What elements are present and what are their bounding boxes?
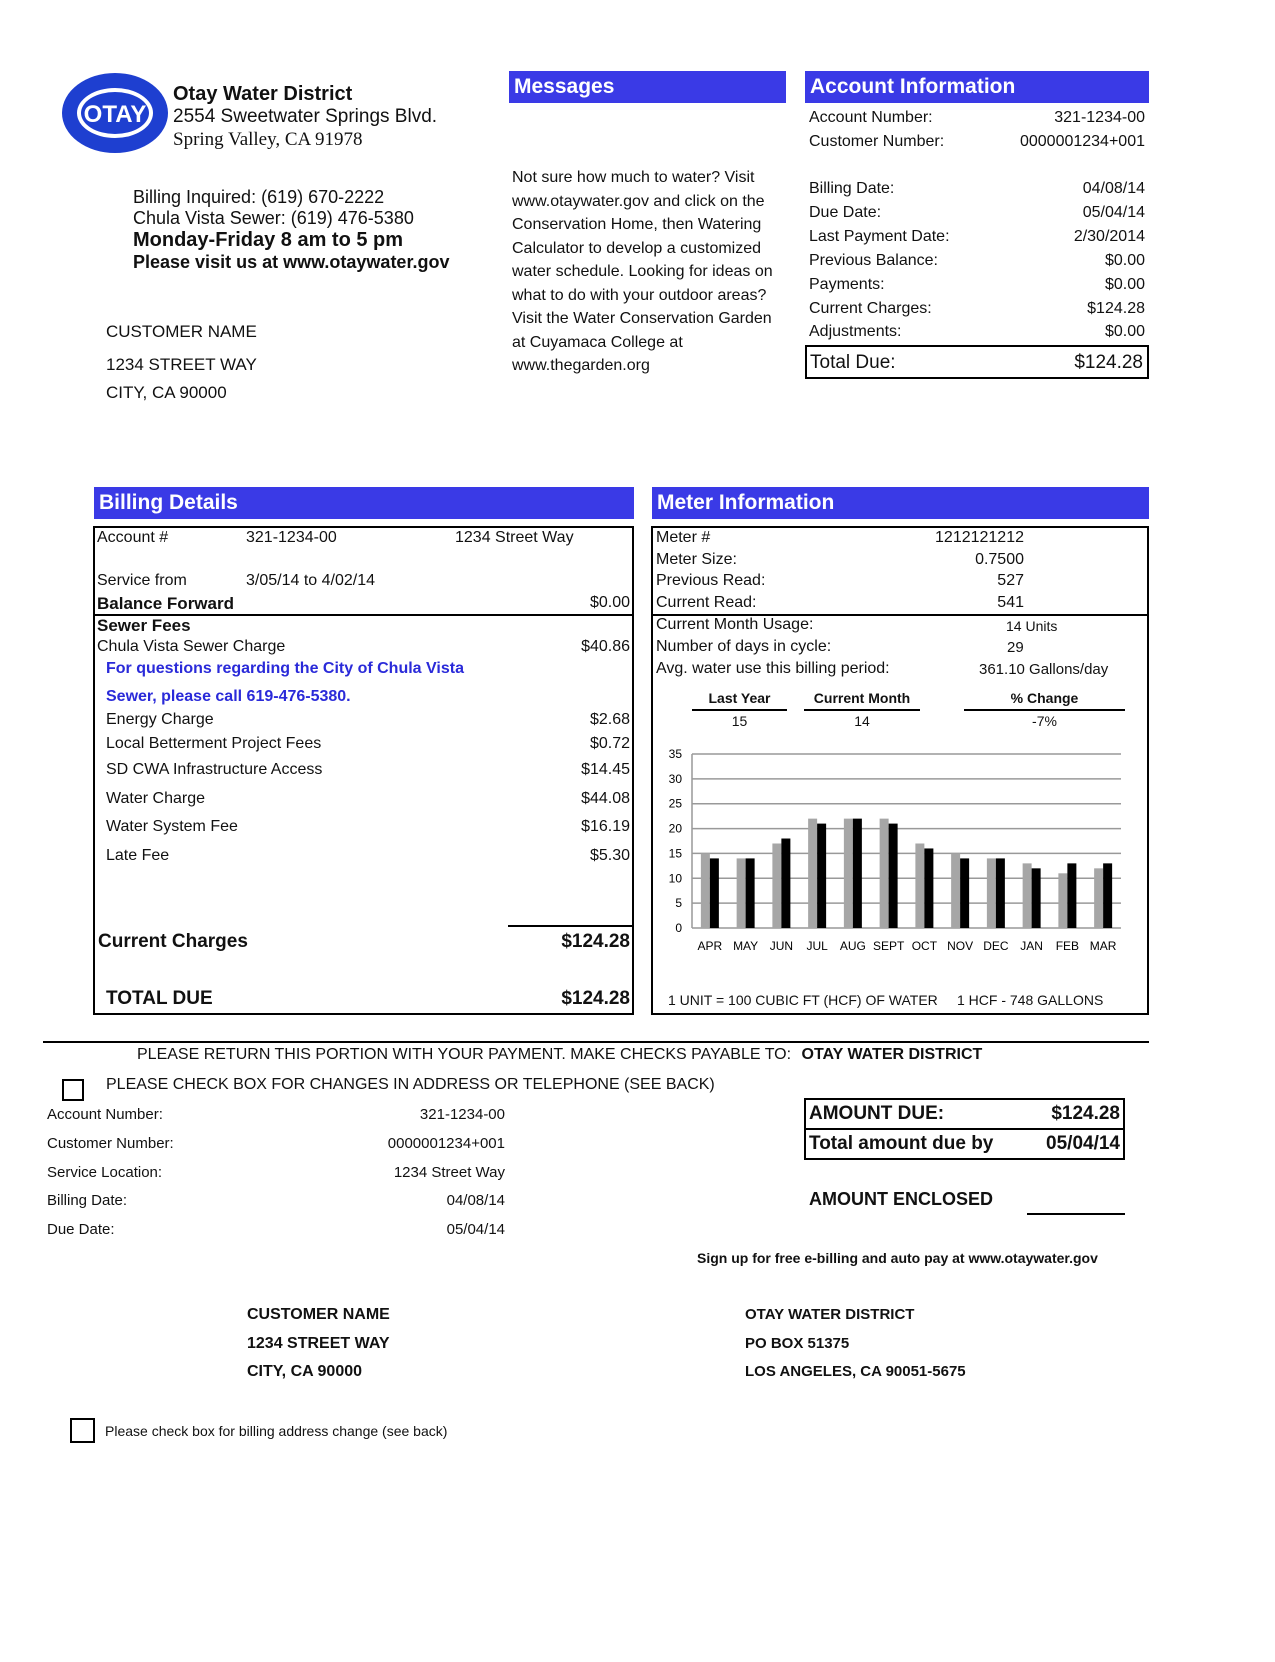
stub-row-label: Customer Number: [47, 1135, 174, 1152]
sewer-note-line1: For questions regarding the City of Chula Vista [106, 660, 464, 677]
bar-s0-jun [772, 843, 781, 928]
x-tick-label: JAN [1020, 939, 1043, 953]
account-info-value: 05/04/14 [1082, 204, 1145, 221]
balance-forward-label: Balance Forward [97, 594, 234, 613]
customer-city: CITY, CA 90000 [106, 383, 227, 402]
meter-row-value: 0.7500 [975, 551, 1024, 568]
amount-due-label: AMOUNT DUE: [809, 1103, 945, 1124]
x-tick-label: MAR [1089, 939, 1117, 953]
payee-name: OTAY WATER DISTRICT [801, 1046, 983, 1063]
stub-row-label: Account Number: [47, 1106, 163, 1123]
x-tick-label: JUL [806, 939, 828, 953]
bar-s1-oct [924, 848, 933, 928]
account-info-label: Payments: [809, 276, 885, 293]
compare-value: 14 [854, 713, 870, 729]
sewer-charge-value: $40.86 [581, 638, 630, 655]
bar-s1-nov [960, 858, 969, 928]
x-tick-label: OCT [911, 939, 938, 953]
customer-name: CUSTOMER NAME [106, 322, 257, 341]
billing-item-label: Water System Fee [106, 818, 238, 835]
account-info-value: $0.00 [1104, 323, 1145, 340]
account-info-header: Account Information [805, 71, 1149, 103]
billing-item-value: $0.72 [589, 735, 630, 752]
stub-customer-name: CUSTOMER NAME [247, 1306, 390, 1323]
total-due-value-billing: $124.28 [561, 988, 630, 1009]
remit-name: OTAY WATER DISTRICT [745, 1306, 915, 1323]
billing-account-value: 321-1234-00 [246, 529, 337, 546]
stub-row-value: 1234 Street Way [393, 1164, 505, 1181]
org-address1: 2554 Sweetwater Springs Blvd. [173, 106, 438, 127]
office-hours: Monday-Friday 8 am to 5 pm [133, 229, 404, 251]
return-text: PLEASE RETURN THIS PORTION WITH YOUR PAYMENT. MAKE CHECKS PAYABLE TO: [137, 1046, 792, 1063]
message-line: at Cuyamaca College at [512, 333, 683, 351]
logo-ring-top: ESTABLISHED 1956 [59, 62, 161, 72]
stub-customer-street: 1234 STREET WAY [247, 1335, 390, 1352]
visit-website: Please visit us at www.otaywater.gov [133, 252, 450, 272]
bar-s1-feb [1067, 863, 1076, 928]
compare-rule [692, 709, 787, 711]
billing-item-label: Late Fee [106, 847, 170, 864]
balance-forward-value: $0.00 [589, 594, 630, 611]
bar-s1-may [746, 858, 755, 928]
org-name: Otay Water District [173, 83, 353, 105]
address-change-text: PLEASE CHECK BOX FOR CHANGES IN ADDRESS OR TELEPHONE (SEE BACK) [106, 1076, 715, 1093]
account-info-label: Due Date: [809, 204, 882, 221]
unit-footnote: 1 UNIT = 100 CUBIC FT (HCF) OF WATER [668, 992, 938, 1008]
account-info-value: $0.00 [1104, 252, 1145, 269]
stub-row-value: 0000001234+001 [387, 1135, 505, 1152]
amount-due-value: $124.28 [1051, 1103, 1120, 1124]
sewer-phone: Chula Vista Sewer: (619) 476-5380 [133, 208, 414, 228]
message-line: what to do with your outdoor areas? [512, 286, 767, 304]
y-tick-label: 10 [668, 871, 682, 886]
bar-s1-sept [889, 824, 898, 928]
total-due-box [805, 345, 1149, 379]
days-value: 29 [1007, 639, 1024, 656]
stub-row-value: 321-1234-00 [419, 1106, 505, 1123]
bar-s1-apr [710, 858, 719, 928]
billing-item-value: $2.68 [589, 711, 630, 728]
compare-rule [804, 709, 920, 711]
stub-customer-city: CITY, CA 90000 [247, 1363, 363, 1380]
account-info-label: Previous Balance: [809, 252, 938, 269]
y-tick-label: 15 [668, 846, 682, 861]
current-charges-rule [508, 925, 632, 927]
message-line: www.otaywater.gov and click on the [512, 192, 765, 210]
stub-separator [43, 1041, 1149, 1043]
remit-box: PO BOX 51375 [745, 1335, 850, 1352]
account-info-label: Customer Number: [809, 133, 945, 150]
compare-label: Current Month [813, 690, 911, 706]
billing-item-label: SD CWA Infrastructure Access [106, 761, 323, 778]
x-tick-label: JUN [769, 939, 794, 953]
due-by-label: Total amount due by [809, 1133, 994, 1154]
compare-rule [964, 709, 1125, 711]
account-info-label: Current Charges: [809, 300, 932, 317]
stub-row-label: Service Location: [47, 1164, 163, 1181]
y-tick-label: 0 [675, 921, 682, 935]
bar-s0-jan [1023, 863, 1032, 928]
meter-info-header: Meter Information [652, 487, 1149, 519]
account-info-value: 04/08/14 [1082, 180, 1145, 197]
x-tick-label: MAY [733, 939, 759, 953]
due-by-value: 05/04/14 [1046, 1133, 1120, 1154]
bar-s0-mar [1094, 868, 1103, 928]
compare-value: -7% [1032, 713, 1057, 729]
x-tick-label: FEB [1055, 939, 1080, 953]
amount-due-divider [806, 1128, 1123, 1130]
current-charges-label: Current Charges [98, 931, 248, 952]
service-from-value: 3/05/14 to 4/02/14 [246, 572, 375, 589]
account-info-value: 2/30/2014 [1073, 228, 1145, 245]
y-tick-label: 25 [668, 796, 682, 811]
message-line: Not sure how much to water? Visit [512, 169, 755, 186]
amount-enclosed-field[interactable] [1027, 1213, 1125, 1215]
bar-s1-jan [1032, 868, 1041, 928]
meter-row-value: 527 [997, 572, 1024, 589]
stub-row-label: Billing Date: [47, 1192, 128, 1209]
billing-item-label: Local Betterment Project Fees [106, 735, 322, 752]
bar-s0-feb [1058, 873, 1067, 928]
total-due-value: $124.28 [1074, 352, 1143, 373]
billing-details-header: Billing Details [94, 487, 634, 519]
meter-row-value: 541 [997, 594, 1024, 611]
compare-label: Last Year [708, 690, 771, 706]
billing-inquired: Billing Inquired: (619) 670-2222 [133, 187, 385, 207]
avg-use-label: Avg. water use this billing period: [656, 660, 890, 677]
usage-label: Current Month Usage: [656, 616, 814, 633]
bar-s1-jun [781, 839, 790, 928]
x-tick-label: APR [697, 939, 723, 953]
message-line: water schedule. Looking for ideas on [512, 263, 773, 280]
total-due-label: Total Due: [810, 352, 896, 373]
logo-text: OTAY [83, 101, 147, 128]
account-info-value: 321-1234-00 [1054, 109, 1145, 126]
address-change-checkbox[interactable] [62, 1079, 84, 1101]
bar-s1-aug [853, 819, 862, 928]
bar-s0-oct [915, 843, 924, 928]
hcf-footnote: 1 HCF - 748 GALLONS [957, 992, 1104, 1008]
messages-header: Messages [509, 71, 786, 103]
sewer-fees-title: Sewer Fees [97, 616, 191, 635]
bar-s0-jul [808, 819, 817, 928]
billing-item-value: $44.08 [581, 790, 630, 807]
meter-row-value: 1212121212 [935, 529, 1024, 546]
billing-item-value: $16.19 [581, 818, 630, 835]
otay-logo [59, 62, 171, 154]
y-tick-label: 30 [668, 771, 682, 786]
compare-value: 15 [731, 713, 748, 729]
org-address2: Spring Valley, CA 91978 [173, 129, 363, 150]
message-line: Conservation Home, then Watering [512, 216, 762, 233]
account-info-label: Billing Date: [809, 180, 895, 197]
billing-item-label: Water Charge [106, 790, 205, 807]
billing-account-address: 1234 Street Way [455, 529, 574, 546]
y-tick-label: 5 [675, 896, 682, 911]
messages-body [512, 166, 773, 378]
x-tick-label: NOV [947, 939, 974, 953]
billing-change-checkbox[interactable] [70, 1418, 95, 1443]
message-line: Calculator to develop a customized [512, 239, 762, 257]
message-line: Visit the Water Conservation Garden [512, 310, 772, 327]
usage-value: 14 Units [1006, 618, 1058, 634]
billing-item-value: $5.30 [589, 847, 630, 864]
bar-s1-dec [996, 858, 1005, 928]
bar-s1-mar [1103, 863, 1112, 928]
bar-s0-sept [880, 819, 889, 928]
account-info-value: $0.00 [1104, 276, 1145, 293]
avg-use-value: 361.10 Gallons/day [979, 661, 1109, 678]
account-info-label: Last Payment Date: [809, 228, 950, 245]
billing-item-value: $14.45 [581, 761, 630, 778]
days-label: Number of days in cycle: [656, 638, 832, 655]
customer-street: 1234 STREET WAY [106, 355, 257, 374]
meter-row-label: Meter Size: [656, 551, 737, 568]
bar-s1-jul [817, 824, 826, 928]
x-tick-label: SEPT [872, 939, 905, 953]
current-charges-value: $124.28 [561, 931, 630, 952]
meter-row-label: Previous Read: [656, 572, 766, 589]
stub-row-value: 05/04/14 [446, 1221, 505, 1238]
return-instructions [137, 1046, 982, 1064]
bar-s0-aug [844, 819, 853, 928]
message-line: www.thegarden.org [512, 357, 650, 374]
billing-account-label: Account # [97, 529, 169, 546]
compare-label: % Change [1010, 690, 1079, 706]
bar-s0-nov [951, 853, 960, 928]
billing-item-label: Energy Charge [106, 711, 214, 728]
bar-s0-apr [701, 853, 710, 928]
account-info-value: $124.28 [1087, 300, 1145, 317]
total-due-label-billing: TOTAL DUE [106, 988, 213, 1009]
bar-s0-dec [987, 858, 996, 928]
y-tick-label: 20 [668, 821, 682, 836]
y-tick-label: 35 [668, 747, 682, 761]
amount-enclosed-label: AMOUNT ENCLOSED [809, 1189, 993, 1209]
bar-s0-may [737, 858, 746, 928]
remit-city: LOS ANGELES, CA 90051-5675 [745, 1363, 966, 1380]
account-info-value: 0000001234+001 [1019, 133, 1145, 150]
usage-bar-chart [655, 742, 1145, 964]
sewer-note-line2: Sewer, please call 619-476-5380. [106, 688, 351, 705]
ebilling-note: Sign up for free e-billing and auto pay at www.otaywater.gov [697, 1250, 1098, 1266]
stub-row-value: 04/08/14 [446, 1192, 505, 1209]
x-tick-label: DEC [983, 939, 1009, 953]
x-tick-label: AUG [839, 939, 866, 953]
amount-due-box [804, 1098, 1125, 1160]
account-info-label: Account Number: [809, 109, 933, 126]
meter-row-label: Meter # [656, 529, 711, 546]
meter-row-label: Current Read: [656, 594, 757, 611]
service-from-label: Service from [97, 572, 187, 589]
stub-row-label: Due Date: [47, 1221, 115, 1238]
sewer-charge-label: Chula Vista Sewer Charge [97, 638, 286, 655]
account-info-label: Adjustments: [809, 323, 902, 340]
billing-change-text: Please check box for billing address change (see back) [105, 1423, 448, 1439]
